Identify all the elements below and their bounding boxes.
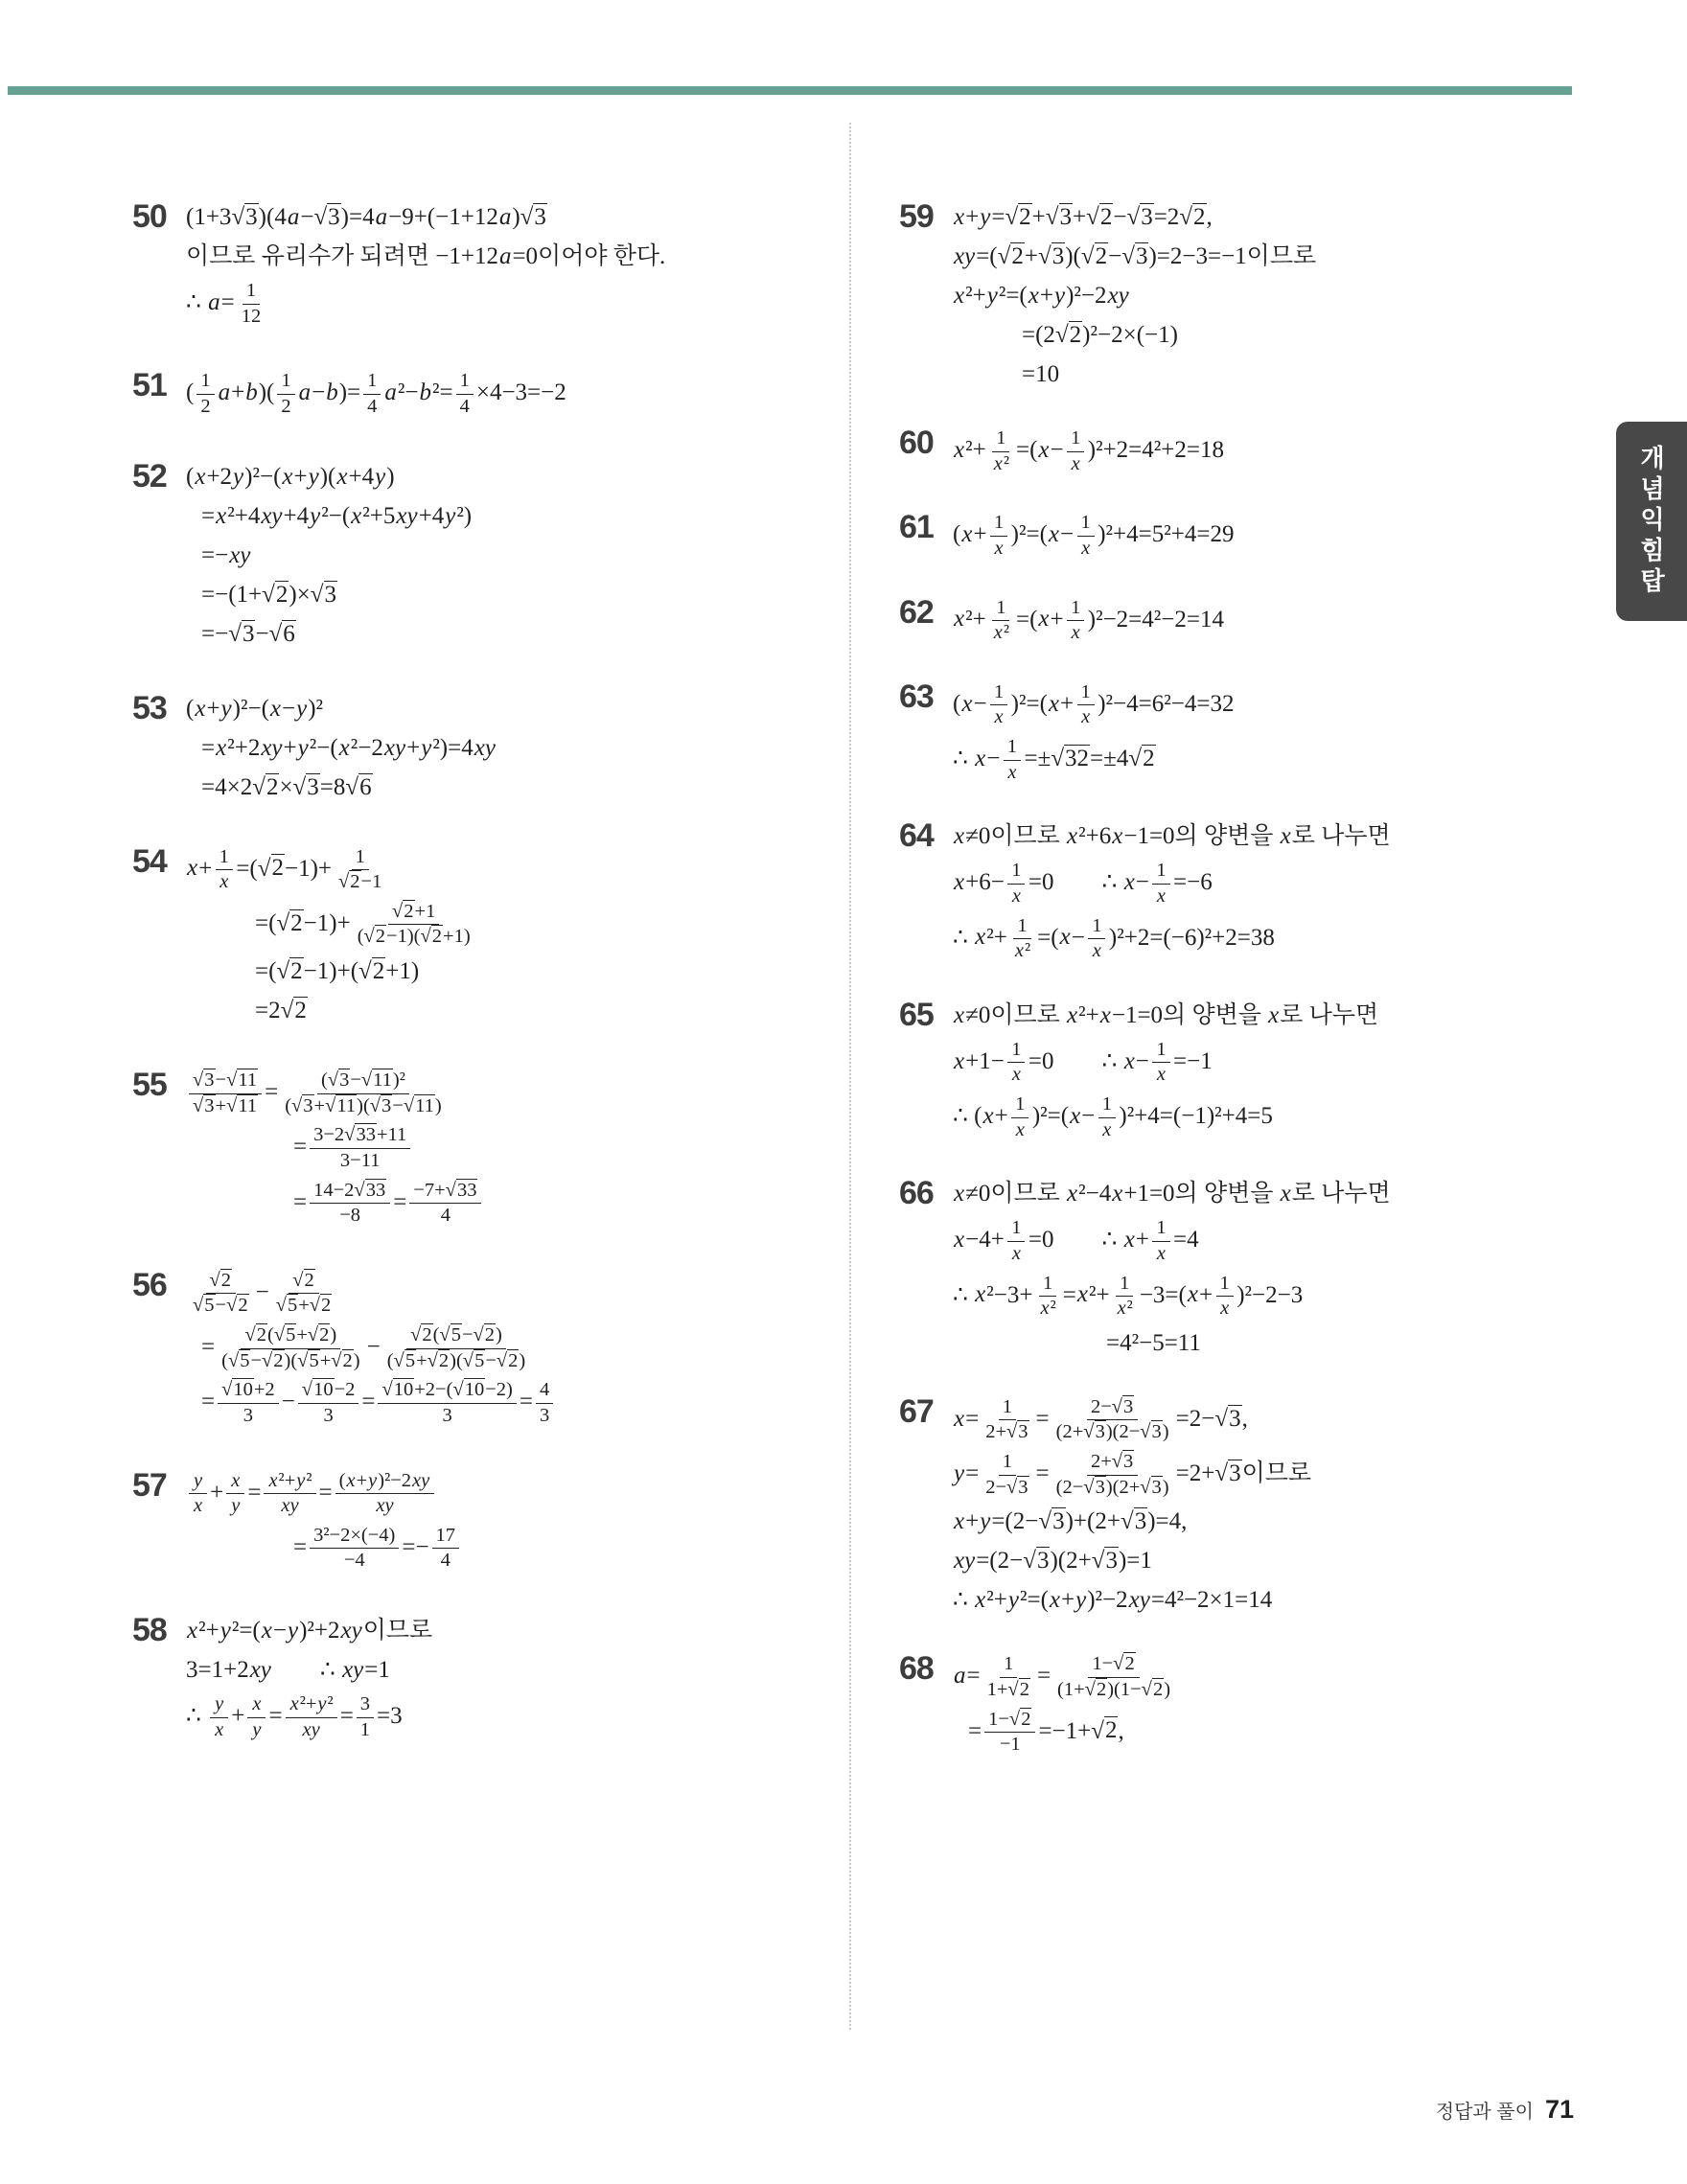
solution-lines	[186, 1066, 838, 1231]
sqrt-radical: √2	[473, 1324, 496, 1345]
fraction: $\frac{-7+√33}{4}$	[409, 1179, 481, 1229]
sqrt-radical: √3	[1140, 1421, 1162, 1443]
sqrt-radical: √3	[1083, 1476, 1105, 1498]
solution-line: =−√3−√6	[201, 620, 295, 647]
fraction: $\frac{1}{x}$	[1007, 1038, 1026, 1088]
sqrt-radical: √2	[358, 958, 385, 984]
solution-line: = $\frac{\text{3²−2×(−4)}}{-4}$ =− $\frac{17}{4}$	[186, 1522, 838, 1575]
solution-lines	[953, 996, 1585, 1146]
fraction: $\frac{1}{\text{x²}}$	[1040, 1272, 1056, 1320]
page-footer	[1436, 2095, 1574, 2125]
solution-line: x−4+ $\frac{1}{x}$ =0 ∴ x+ $\frac{1}{x}$ =4	[953, 1214, 1585, 1268]
problem-number: 55	[132, 1067, 167, 1103]
solution-line: $\frac{y}{x}$ + $\frac{x}{y}$ = $\frac{\text{x²+y²}}{xy}$ = $\frac{\text{(x+y)²−2xy}}{xy}$	[186, 1467, 838, 1521]
solution-line: = $\frac{√10+2}{3}$ − $\frac{√10-2}{3}$ = $\frac{√10+2-(√10-2)}{3}$ = $\frac{4}{3}$	[186, 1376, 838, 1430]
sqrt-radical: √3	[1083, 1421, 1105, 1443]
solution-line: x≠0이므로 x²+x−1=0의 양변을 x로 나누면	[954, 1001, 1379, 1028]
sqrt-radical: √3	[1023, 1548, 1050, 1575]
solution-problem-51	[132, 366, 838, 422]
sqrt-radical: √10	[221, 1379, 253, 1401]
fraction: $\frac{√2}{√5-√2}$	[193, 1269, 248, 1317]
fraction: $\frac{14-2√33}{-8}$	[310, 1179, 390, 1229]
sqrt-radical: √11	[226, 1069, 258, 1091]
solution-line: $\frac{√3-√11}{√3+√11}$ = $\frac{\text{(√3−√11)²}}{(√3+√11)(√3-√11)}$	[186, 1067, 838, 1120]
solution-line: = $\frac{3-2√33+11}{3-11}$	[186, 1121, 838, 1175]
sqrt-radical: √3	[1214, 1405, 1241, 1432]
solution-line: x≠0이므로 x²−4x+1=0의 양변을 x로 나누면	[954, 1181, 1391, 1207]
fraction: $\frac{1}{\text{x²}}$	[1014, 914, 1031, 962]
sqrt-radical: √2	[280, 998, 307, 1023]
solution-line: x+1− $\frac{1}{x}$ =0 ∴ x− $\frac{1}{x}$ =−1	[953, 1036, 1585, 1090]
sqrt-radical: √3	[231, 204, 258, 230]
problem-number: 65	[899, 996, 934, 1033]
fraction: $\frac{√2(√5+√2)}{(√5-√2)(√5+√2)}$	[221, 1324, 360, 1371]
sqrt-radical: √3	[1038, 1508, 1065, 1535]
sqrt-radical: √2	[1091, 1717, 1118, 1744]
sqrt-radical: √2	[427, 1349, 450, 1371]
sqrt-radical: √32	[1051, 745, 1090, 771]
sqrt-radical: √3	[1214, 1460, 1241, 1486]
footer-page-number: 71	[1544, 2095, 1574, 2124]
sqrt-radical: √2	[1080, 243, 1108, 269]
side-tab-label: 개념익힘탑	[1636, 445, 1666, 598]
sqrt-radical: √2	[331, 1349, 353, 1371]
solution-lines	[953, 1392, 1585, 1621]
fraction: $\frac{1}{x}$	[1007, 859, 1026, 908]
fraction: $\frac{y}{x}$	[210, 1692, 228, 1742]
fraction: $\frac{1}{x}$	[1088, 914, 1106, 964]
sqrt-radical: √3	[1006, 1421, 1028, 1443]
sqrt-radical: √3	[1037, 243, 1065, 269]
solution-line: ∴ x²−3+ $\frac{1}{\text{x²}}$ =x²+ $\frac{1}{\text{x²}}$ −3=(x+ $\frac{1}{x}$ )²−2−3	[953, 1270, 1585, 1323]
fraction: $\frac{x}{y}$	[226, 1469, 244, 1519]
solution-problem-66	[899, 1174, 1585, 1364]
solution-line: ∴ x− $\frac{1}{x}$ =±√32=±4√2	[953, 733, 1585, 787]
column-right	[899, 197, 1585, 1789]
solution-problem-67	[899, 1392, 1585, 1621]
solution-problem-59	[899, 197, 1585, 395]
sqrt-radical: √2	[262, 1349, 284, 1371]
sqrt-radical: √3	[193, 1069, 215, 1091]
sqrt-radical: √10	[452, 1379, 485, 1401]
fraction: $\frac{1}{\text{x²}}$	[993, 596, 1009, 644]
side-tab	[1616, 422, 1687, 621]
problem-number: 66	[899, 1175, 934, 1212]
solution-line: 이므로 유리수가 되려면 −1+12a=0이어야 한다.	[186, 243, 666, 269]
solution-lines	[186, 842, 838, 1032]
solution-line: =(√2−1)+(√2+1)	[255, 958, 420, 984]
solution-line: =4×2√2×√3=8√6	[201, 773, 372, 800]
solution-line: 3=1+2xy ∴ xy=1	[186, 1657, 390, 1683]
solution-line: = $\frac{1-√2}{-1}$ =−1+√2,	[953, 1706, 1585, 1759]
solution-lines	[953, 593, 1585, 649]
sqrt-radical: √2	[496, 1349, 519, 1371]
problem-number: 53	[132, 689, 167, 726]
solution-problem-60	[899, 424, 1585, 479]
problem-number: 51	[132, 367, 167, 404]
fraction: $\frac{\text{(x+y)²−2xy}}{xy}$	[335, 1469, 435, 1519]
fraction: $\frac{y}{x}$	[189, 1469, 207, 1519]
sqrt-radical: √10	[381, 1379, 414, 1401]
sqrt-radical: √2	[1007, 1678, 1029, 1700]
sqrt-radical: √2	[276, 958, 303, 984]
solution-lines	[186, 197, 838, 332]
sqrt-radical: √3	[1091, 1548, 1118, 1575]
solution-problem-65	[899, 996, 1585, 1146]
sqrt-radical: √3	[1111, 1451, 1134, 1472]
fraction: $\frac{1}{x}$	[215, 845, 233, 895]
solution-problem-63	[899, 678, 1585, 789]
fraction: $\frac{√3-√11}{√3+√11}$	[189, 1069, 262, 1118]
solution-problem-64	[899, 816, 1585, 967]
fraction: $\frac{2-√3}{(2+√3)(2-√3)}$	[1055, 1395, 1169, 1443]
sqrt-radical: √2	[209, 1269, 232, 1291]
solution-line: (x− $\frac{1}{x}$ )²=(x+ $\frac{1}{x}$ )²−4=6²−4=32	[953, 678, 1585, 732]
sqrt-radical: √2	[363, 926, 386, 948]
fraction: $\frac{1}{x}$	[1152, 859, 1170, 908]
sqrt-radical: √2	[252, 773, 279, 800]
solution-line: =x²+4xy+4y²−(x²+5xy+4y²)	[201, 502, 473, 529]
problem-number: 67	[899, 1392, 934, 1430]
sqrt-radical: √11	[226, 1094, 258, 1116]
fraction: $\frac{1-√2}{-1}$	[984, 1708, 1035, 1758]
solution-line: =−(1+√2)×√3	[201, 581, 337, 608]
fraction: $\frac{1}{x}$	[1067, 596, 1085, 646]
sqrt-radical: √5	[193, 1295, 215, 1317]
fraction: $\frac{\text{3²−2×(−4)}}{-4}$	[310, 1524, 399, 1574]
solution-lines	[186, 689, 838, 808]
sqrt-radical: √5	[273, 1324, 296, 1345]
fraction: $\frac{√10+2}{3}$	[218, 1378, 279, 1428]
solution-line: x≠0이므로 x²+6x−1=0의 양변을 x로 나누면	[954, 823, 1391, 850]
sqrt-radical: √6	[268, 620, 295, 647]
solution-line: =(√2−1)+ $\frac{√2+1}{(√2-1)(√2+1)}$	[186, 898, 838, 952]
sqrt-radical: √3	[291, 1094, 313, 1116]
problem-number: 63	[899, 678, 934, 715]
fraction: $\frac{1}{x}$	[1011, 1092, 1029, 1142]
solution-line: = $\frac{√2(√5+√2)}{(√5-√2)(√5+√2)}$ − $\frac{√2(√5-√2)}{(√5+√2)(√5-√2)}$	[186, 1322, 838, 1375]
sqrt-radical: √2	[244, 1324, 266, 1345]
fraction: $\frac{1}{x}$	[1067, 426, 1085, 476]
fraction: $\frac{1}{x}$	[1076, 511, 1095, 561]
sqrt-radical: √33	[445, 1179, 477, 1201]
fraction: $\frac{1}{2+√3}$	[985, 1395, 1028, 1443]
fraction: $\frac{1-√2}{(1+√2)(1-√2)}$	[1057, 1653, 1171, 1700]
sqrt-radical: √3	[520, 204, 546, 230]
sqrt-radical: √2	[997, 243, 1024, 269]
sqrt-radical: √5	[393, 1349, 416, 1371]
fraction: $\frac{4}{3}$	[536, 1378, 553, 1428]
solution-line: xy=(√2+√3)(√2−√3)=2−3=−1이므로	[954, 243, 1317, 269]
solution-problem-57	[132, 1466, 838, 1577]
solution-problem-53	[132, 689, 838, 808]
sqrt-radical: √5	[275, 1295, 298, 1317]
fraction: $\frac{1}{x}$	[1007, 1216, 1026, 1266]
sqrt-radical: √2	[309, 1295, 332, 1317]
problem-number: 54	[132, 842, 167, 880]
solution-line: ( $\frac{1}{2}$ a+b)( $\frac{1}{2}$ a−b)= $\frac{1}{4}$ a²−b²= $\frac{1}{4}$ ×4−3=−2	[186, 367, 838, 421]
column-left	[132, 197, 838, 1780]
solution-lines	[953, 197, 1585, 395]
solution-line: y= $\frac{1}{2-√3}$ = $\frac{2+√3}{(2-√3)(2+√3)}$ =2+√3이므로	[953, 1448, 1585, 1502]
footer-label: 정답과 풀이	[1435, 2102, 1534, 2123]
problem-number: 59	[899, 198, 934, 235]
fraction: $\frac{\text{x²+y²}}{xy}$	[286, 1692, 337, 1742]
problem-number: 60	[899, 425, 934, 461]
fraction: $\frac{√10+2-(√10-2)}{3}$	[378, 1378, 516, 1428]
sqrt-radical: √2	[292, 1269, 314, 1291]
sqrt-radical: √5	[462, 1349, 485, 1371]
solution-lines	[186, 1266, 838, 1432]
fraction: $\frac{1}{2}$	[196, 369, 214, 419]
sqrt-radical: √2	[226, 1295, 248, 1317]
fraction: $\frac{17}{4}$	[432, 1524, 460, 1574]
solution-lines	[953, 816, 1585, 967]
sqrt-radical: √2	[1179, 204, 1206, 230]
solution-lines	[186, 457, 838, 655]
problem-number: 64	[899, 817, 934, 855]
sqrt-radical: √2	[1086, 204, 1113, 230]
fraction: $\frac{\text{(√3−√11)²}}{(√3+√11)(√3-√11)}$	[285, 1069, 442, 1116]
solution-line: (x+2y)²−(x+y)(x+4y)	[186, 463, 395, 490]
solution-lines	[186, 366, 838, 422]
solution-line: x²+y²=(x+y)²−2xy	[954, 283, 1129, 309]
sqrt-radical: √3	[1045, 204, 1073, 230]
fraction: $\frac{x}{y}$	[247, 1692, 266, 1742]
column-divider	[849, 123, 851, 2030]
solution-line: (x+ $\frac{1}{x}$ )²=(x− $\frac{1}{x}$ )²+4=5²+4=29	[953, 509, 1585, 563]
fraction: $\frac{1}{x}$	[1076, 680, 1095, 730]
fraction: $\frac{1}{x}$	[1098, 1092, 1116, 1142]
solution-line: (1+3√3)(4a−√3)=4a−9+(−1+12a)√3	[186, 204, 546, 230]
solution-problem-61	[899, 508, 1585, 563]
solution-line: ∴ $\frac{y}{x}$ + $\frac{x}{y}$ = $\frac{\text{x²+y²}}{xy}$ = $\frac{3}{1}$ =3	[186, 1690, 838, 1744]
sqrt-radical: √3	[313, 204, 340, 230]
solution-line: ∴ x²+y²=(x+y)²−2xy=4²−2×1=14	[953, 1587, 1273, 1614]
sqrt-radical: √2	[1084, 1678, 1107, 1700]
solution-line: = $\frac{14-2√33}{-8}$ = $\frac{-7+√33}{4}$	[186, 1177, 838, 1230]
fraction: $\frac{1}{2}$	[277, 369, 294, 419]
sqrt-radical: √2	[1128, 745, 1155, 771]
solution-lines	[186, 1611, 838, 1745]
sqrt-radical: √3	[1006, 1476, 1028, 1498]
fraction: $\frac{1}{x}$	[990, 680, 1008, 730]
solution-line: (x+y)²−(x−y)²	[186, 695, 324, 722]
sqrt-radical: √11	[403, 1094, 434, 1116]
sqrt-radical: √2	[307, 1324, 330, 1345]
solution-line: $\frac{√2}{√5-√2}$ − $\frac{√2}{√5+√2}$	[186, 1267, 838, 1321]
solution-lines	[953, 1649, 1585, 1760]
solution-line: =−xy	[201, 541, 251, 568]
fraction: $\frac{√2(√5-√2)}{(√5+√2)(√5-√2)}$	[386, 1324, 526, 1371]
fraction: $\frac{1}{√2-1}$	[338, 845, 382, 893]
sqrt-radical: √3	[1126, 204, 1153, 230]
fraction: $\frac{1}{x}$	[1152, 1038, 1170, 1088]
solution-line: x²+ $\frac{1}{\text{x²}}$ =(x+ $\frac{1}{x}$ )²−2=4²−2=14	[953, 594, 1585, 648]
sqrt-radical: √2	[420, 926, 443, 948]
sqrt-radical: √3	[292, 773, 319, 800]
solution-problem-50	[132, 197, 838, 332]
sqrt-radical: √2	[257, 855, 284, 882]
sqrt-radical: √3	[327, 1069, 350, 1091]
sqrt-radical: √3	[1140, 1476, 1162, 1498]
solution-line: x+6− $\frac{1}{x}$ =0 ∴ x− $\frac{1}{x}$ =−6	[953, 857, 1585, 910]
fraction: $\frac{√2+1}{(√2-1)(√2+1)}$	[357, 900, 471, 948]
fraction: $\frac{\text{x²+y²}}{xy}$	[264, 1469, 315, 1519]
fraction: $\frac{1}{x}$	[1215, 1272, 1234, 1322]
problem-number: 62	[899, 593, 934, 631]
sqrt-radical: √2	[1005, 204, 1031, 230]
solution-line: ∴ a= $\frac{1}{12}$	[186, 277, 838, 331]
fraction: $\frac{1}{\text{x²}}$	[993, 427, 1009, 474]
solution-line: =x²+2xy+y²−(x²−2xy+y²)=4xy	[201, 734, 496, 761]
solution-problem-54	[132, 842, 838, 1032]
solution-line: x²+ $\frac{1}{\text{x²}}$ =(x− $\frac{1}{x}$ )²+2=4²+2=18	[953, 425, 1585, 478]
problem-number: 58	[132, 1612, 167, 1648]
solution-problem-68	[899, 1649, 1585, 1760]
fraction: $\frac{2+√3}{(2-√3)(2+√3)}$	[1055, 1451, 1169, 1498]
fraction: $\frac{1}{12}$	[241, 280, 262, 327]
problem-number: 68	[899, 1650, 934, 1688]
accent-bar	[8, 86, 1572, 95]
solution-line: =2√2	[255, 998, 307, 1023]
sqrt-radical: √5	[297, 1349, 319, 1371]
sqrt-radical: √10	[301, 1379, 334, 1401]
sqrt-radical: √33	[354, 1179, 386, 1201]
sqrt-radical: √2	[262, 581, 289, 608]
sqrt-radical: √3	[193, 1094, 215, 1116]
fraction: $\frac{√10-2}{3}$	[298, 1378, 359, 1428]
solution-line: x= $\frac{1}{2+√3}$ = $\frac{2-√3}{(2+√3)(2-√3)}$ =2−√3,	[953, 1393, 1585, 1447]
sqrt-radical: √33	[344, 1124, 376, 1146]
problem-number: 50	[132, 198, 167, 235]
sqrt-radical: √6	[345, 773, 372, 800]
fraction: $\frac{1}{x}$	[1003, 735, 1021, 785]
fraction: $\frac{3}{1}$	[357, 1692, 374, 1742]
fraction: $\frac{1}{2-√3}$	[985, 1451, 1028, 1498]
problem-number: 56	[132, 1266, 167, 1303]
sqrt-radical: √2	[276, 909, 303, 936]
sqrt-radical: √2	[1008, 1708, 1031, 1730]
sqrt-radical: √5	[439, 1324, 461, 1345]
solution-line: a= $\frac{1}{1+√2}$ = $\frac{1-√2}{(1+√2)(1-√2)}$	[953, 1650, 1585, 1704]
sqrt-radical: √2	[1141, 1678, 1164, 1700]
fraction: $\frac{1}{4}$	[456, 369, 474, 419]
fraction: $\frac{1}{x}$	[990, 511, 1008, 561]
solution-problem-52	[132, 457, 838, 655]
solution-problem-58	[132, 1611, 838, 1745]
solution-line: =4²−5=11	[1106, 1329, 1201, 1356]
sqrt-radical: √3	[228, 620, 255, 647]
solution-line: x+ $\frac{1}{x}$ =(√2−1)+ $\frac{1}{√2-1}$	[186, 843, 838, 897]
solution-lines	[953, 1174, 1585, 1364]
problem-number: 52	[132, 457, 167, 494]
solution-line: ∴ x²+ $\frac{1}{\text{x²}}$ =(x− $\frac{1}{x}$ )²+2=(−6)²+2=38	[953, 912, 1585, 966]
solution-problem-62	[899, 593, 1585, 649]
solution-problem-55	[132, 1066, 838, 1231]
fraction: $\frac{1}{\text{x²}}$	[1117, 1272, 1133, 1320]
sqrt-radical: √2	[338, 871, 360, 893]
sqrt-radical: √3	[310, 581, 337, 608]
sqrt-radical: √3	[1111, 1395, 1134, 1417]
sqrt-radical: √3	[369, 1094, 392, 1116]
sqrt-radical: √2	[410, 1324, 432, 1345]
sqrt-radical: √3	[1121, 243, 1148, 269]
sqrt-radical: √2	[392, 900, 414, 922]
sqrt-radical: √2	[1113, 1653, 1135, 1675]
fraction: $\frac{1}{4}$	[363, 369, 381, 419]
solution-line: =(2√2)²−2×(−1)	[1022, 322, 1178, 348]
fraction: $\frac{1}{1+√2}$	[986, 1653, 1029, 1700]
sqrt-radical: √2	[1054, 322, 1082, 348]
fraction: $\frac{√2}{√5+√2}$	[275, 1269, 332, 1317]
problem-number: 61	[899, 509, 934, 546]
solution-lines	[953, 508, 1585, 563]
sqrt-radical: √11	[325, 1094, 357, 1116]
solution-lines	[953, 678, 1585, 789]
solution-problem-56	[132, 1266, 838, 1432]
solution-line: x+y=(2−√3)+(2+√3)=4,	[954, 1508, 1188, 1535]
solution-line: x+y=√2+√3+√2−√3=2√2,	[954, 204, 1213, 230]
solution-line: =10	[1022, 361, 1060, 387]
sqrt-radical: √3	[1120, 1508, 1147, 1535]
fraction: $\frac{3-2√33+11}{3-11}$	[310, 1123, 410, 1173]
problem-number: 57	[132, 1466, 167, 1504]
sqrt-radical: √5	[227, 1349, 250, 1371]
solution-line: xy=(2−√3)(2+√3)=1	[954, 1548, 1152, 1575]
fraction: $\frac{1}{x}$	[1152, 1216, 1170, 1266]
solution-line: ∴ (x+ $\frac{1}{x}$ )²=(x− $\frac{1}{x}$ )²+4=(−1)²+4=5	[953, 1091, 1585, 1144]
solution-line: x²+y²=(x−y)²+2xy이므로	[187, 1618, 433, 1644]
solution-lines	[953, 424, 1585, 479]
sqrt-radical: √11	[360, 1069, 392, 1091]
solution-lines	[186, 1466, 838, 1577]
